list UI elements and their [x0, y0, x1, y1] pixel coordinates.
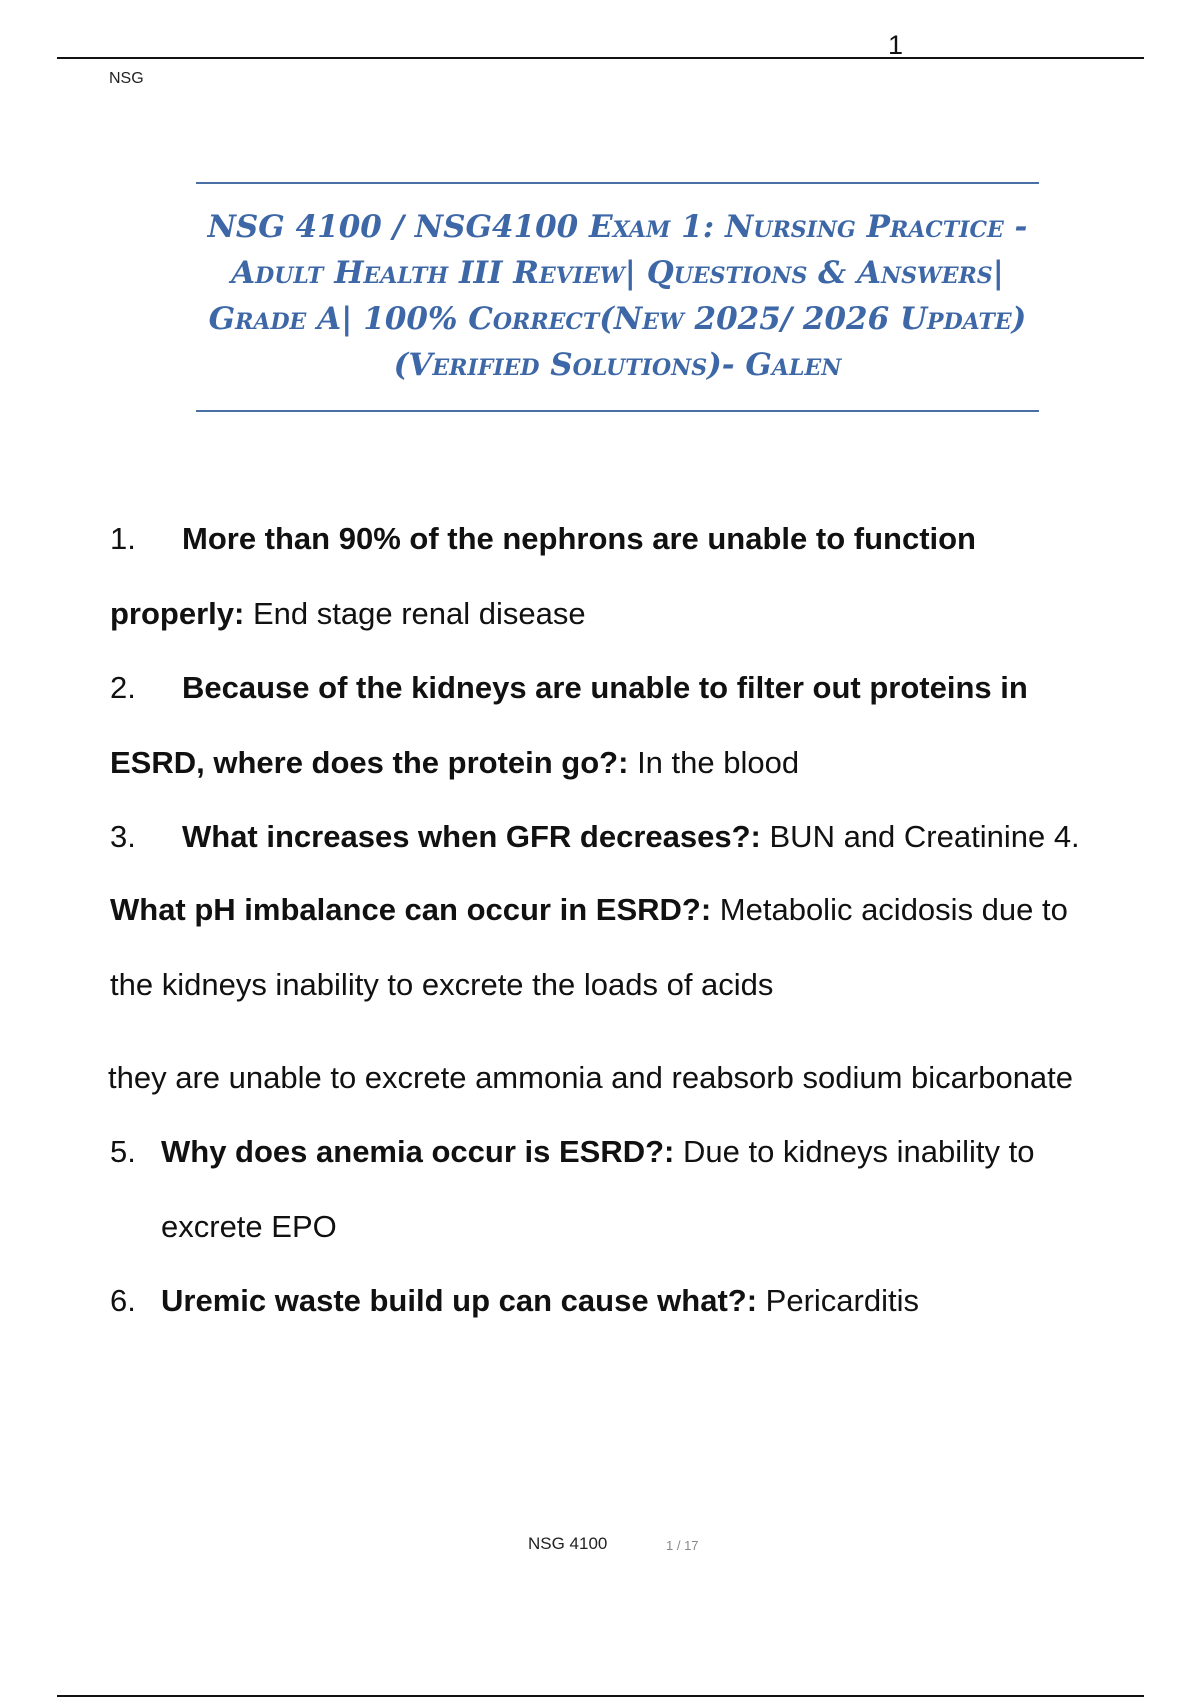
answer-text: In the blood: [637, 745, 800, 780]
footer-label: NSG 4100: [528, 1534, 608, 1553]
question-text: Because of the kidneys are unable to filter out proteins in: [182, 670, 1028, 705]
question-text: ESRD, where does the protein go?:: [110, 745, 629, 780]
question-4-line-3: [108, 1059, 1148, 1097]
answer-text: BUN and Creatinine 4.: [769, 819, 1080, 854]
answer-text: Pericarditis: [765, 1283, 919, 1318]
answer-text: End stage renal disease: [252, 596, 586, 631]
title-top-rule: [196, 182, 1039, 184]
title-bottom-rule: [196, 410, 1039, 412]
answer-text: Due to kidneys inability to: [682, 1134, 1035, 1169]
question-text: What pH imbalance can occur in ESRD?:: [110, 892, 712, 927]
title-line: NSG 4100 / NSG4100 Exam 1: Nursing Practice -: [207, 209, 1028, 245]
question-1-line-1: [110, 520, 1120, 558]
header-rule: [57, 57, 1144, 59]
answer-text: the kidneys inability to excrete the loads of acids: [110, 967, 774, 1002]
document-title: [196, 204, 1039, 388]
question-text: Why does anemia occur is ESRD?:: [161, 1134, 675, 1169]
question-5-line-1: [110, 1133, 1120, 1171]
footer-rule: [57, 1695, 1144, 1697]
title-line: Grade A| 100% Correct(New 2025/ 2026 Update): [208, 301, 1027, 337]
question-3-line-1: [110, 818, 1120, 856]
question-number: 5.: [110, 1134, 136, 1169]
question-6-line-1: [110, 1282, 1120, 1320]
question-number: 3.: [110, 819, 136, 854]
question-2-line-1: [110, 669, 1120, 707]
answer-text: Metabolic acidosis due to: [719, 892, 1068, 927]
title-line: (Verified Solutions)- Galen: [393, 347, 842, 383]
footer-page-indicator: 1 / 17: [666, 1538, 699, 1553]
header-label: NSG: [109, 70, 144, 87]
question-4-line-2: [110, 966, 1120, 1004]
question-5-line-2: [161, 1208, 1171, 1246]
question-text: What increases when GFR decreases?:: [182, 819, 761, 854]
title-line: Adult Health III Review| Questions & Answers|: [231, 255, 1004, 291]
answer-text: they are unable to excrete ammonia and reabsorb sodium bicarbonate: [108, 1060, 1074, 1095]
answer-text: excrete EPO: [161, 1209, 337, 1244]
question-2-line-2: [110, 744, 1120, 782]
page-number: 1: [888, 30, 904, 60]
question-4-line-1: [110, 891, 1120, 929]
question-text: More than 90% of the nephrons are unable to function: [182, 521, 976, 556]
question-1-line-2: [110, 595, 1120, 633]
document-title-block: [196, 182, 1039, 412]
question-number: 6.: [110, 1283, 136, 1318]
question-number: 2.: [110, 670, 136, 705]
question-number: 1.: [110, 521, 136, 556]
question-text: properly:: [110, 596, 245, 631]
question-text: Uremic waste build up can cause what?:: [161, 1283, 758, 1318]
